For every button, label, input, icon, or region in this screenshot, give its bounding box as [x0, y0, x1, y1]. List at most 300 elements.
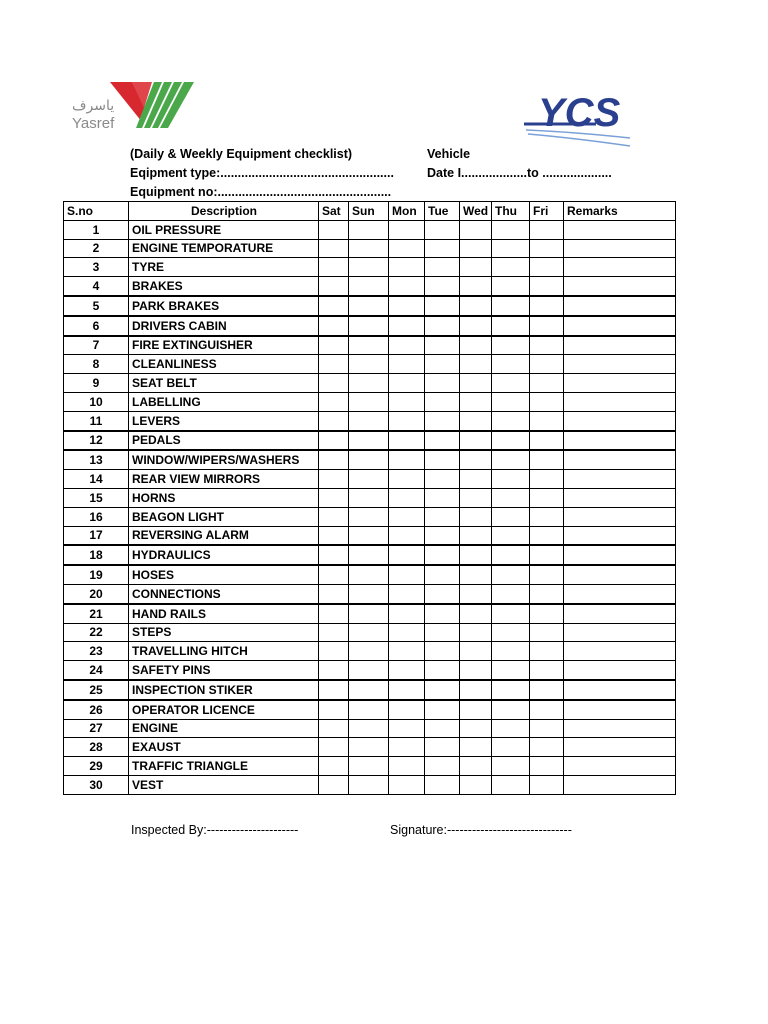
check-cell-mon[interactable] [389, 336, 425, 355]
table-row [64, 411, 676, 430]
check-cell-wed[interactable] [460, 470, 492, 489]
check-cell-sun[interactable] [349, 661, 389, 680]
check-cell-tue[interactable] [425, 738, 460, 757]
check-cell-thu[interactable] [492, 565, 530, 584]
check-cell-mon[interactable] [389, 374, 425, 393]
check-cell-sun[interactable] [349, 623, 389, 642]
check-cell-sun[interactable] [349, 642, 389, 661]
check-cell-mon[interactable] [389, 431, 425, 451]
check-cell-sat[interactable] [319, 623, 349, 642]
check-cell-mon[interactable] [389, 392, 425, 411]
check-cell-mon[interactable] [389, 757, 425, 776]
check-cell-sat[interactable] [319, 277, 349, 296]
check-cell-sun[interactable] [349, 604, 389, 623]
check-cell-sun[interactable] [349, 700, 389, 719]
check-cell-sat[interactable] [319, 220, 349, 239]
check-cell-remarks[interactable] [564, 604, 676, 623]
row-number: 2 [64, 239, 129, 258]
check-cell-thu[interactable] [492, 545, 530, 565]
check-cell-tue[interactable] [425, 374, 460, 393]
check-cell-remarks[interactable] [564, 775, 676, 794]
check-cell-sun[interactable] [349, 719, 389, 738]
check-cell-mon[interactable] [389, 775, 425, 794]
check-cell-fri[interactable] [530, 374, 564, 393]
check-cell-tue[interactable] [425, 775, 460, 794]
check-cell-mon[interactable] [389, 661, 425, 680]
check-cell-thu[interactable] [492, 757, 530, 776]
check-cell-wed[interactable] [460, 565, 492, 584]
check-cell-remarks[interactable] [564, 565, 676, 584]
row-number: 17 [64, 526, 129, 545]
check-cell-tue[interactable] [425, 661, 460, 680]
check-cell-thu[interactable] [492, 374, 530, 393]
check-cell-thu[interactable] [492, 355, 530, 374]
check-cell-sun[interactable] [349, 411, 389, 430]
column-header-wed: Wed [460, 202, 492, 221]
check-cell-tue[interactable] [425, 507, 460, 526]
check-cell-remarks[interactable] [564, 700, 676, 719]
check-cell-wed[interactable] [460, 316, 492, 336]
check-cell-sat[interactable] [319, 545, 349, 565]
row-description: TRAVELLING HITCH [129, 642, 319, 661]
check-cell-wed[interactable] [460, 450, 492, 469]
table-row [64, 220, 676, 239]
check-cell-wed[interactable] [460, 277, 492, 296]
check-cell-sat[interactable] [319, 431, 349, 451]
vehicle-label: Vehicle [427, 147, 471, 161]
check-cell-thu[interactable] [492, 277, 530, 296]
check-cell-fri[interactable] [530, 316, 564, 336]
inspected-by-field: Inspected By:---------------------- [131, 823, 299, 837]
check-cell-remarks[interactable] [564, 277, 676, 296]
check-cell-tue[interactable] [425, 526, 460, 545]
check-cell-mon[interactable] [389, 680, 425, 700]
check-cell-fri[interactable] [530, 604, 564, 623]
check-cell-thu[interactable] [492, 719, 530, 738]
check-cell-tue[interactable] [425, 355, 460, 374]
row-number: 12 [64, 431, 129, 451]
check-cell-thu[interactable] [492, 604, 530, 623]
check-cell-sun[interactable] [349, 277, 389, 296]
check-cell-fri[interactable] [530, 220, 564, 239]
check-cell-sun[interactable] [349, 220, 389, 239]
check-cell-remarks[interactable] [564, 392, 676, 411]
check-cell-sat[interactable] [319, 661, 349, 680]
check-cell-sat[interactable] [319, 355, 349, 374]
check-cell-sat[interactable] [319, 316, 349, 336]
table-row [64, 775, 676, 794]
check-cell-sat[interactable] [319, 700, 349, 719]
check-cell-sat[interactable] [319, 565, 349, 584]
check-cell-tue[interactable] [425, 584, 460, 603]
row-number: 19 [64, 565, 129, 584]
row-number: 5 [64, 296, 129, 316]
check-cell-thu[interactable] [492, 507, 530, 526]
table-row [64, 757, 676, 776]
check-cell-wed[interactable] [460, 488, 492, 507]
check-cell-fri[interactable] [530, 719, 564, 738]
row-description: STEPS [129, 623, 319, 642]
table-row [64, 316, 676, 336]
check-cell-fri[interactable] [530, 526, 564, 545]
check-cell-mon[interactable] [389, 565, 425, 584]
check-cell-wed[interactable] [460, 258, 492, 277]
table-row [64, 258, 676, 277]
check-cell-sun[interactable] [349, 296, 389, 316]
check-cell-sun[interactable] [349, 239, 389, 258]
check-cell-mon[interactable] [389, 411, 425, 430]
row-description: TRAFFIC TRIANGLE [129, 757, 319, 776]
check-cell-tue[interactable] [425, 700, 460, 719]
check-cell-sun[interactable] [349, 392, 389, 411]
check-cell-mon[interactable] [389, 700, 425, 719]
check-cell-fri[interactable] [530, 565, 564, 584]
table-row [64, 526, 676, 545]
check-cell-remarks[interactable] [564, 488, 676, 507]
check-cell-sat[interactable] [319, 374, 349, 393]
check-cell-mon[interactable] [389, 470, 425, 489]
check-cell-remarks[interactable] [564, 526, 676, 545]
check-cell-wed[interactable] [460, 374, 492, 393]
row-description: VEST [129, 775, 319, 794]
row-description: DRIVERS CABIN [129, 316, 319, 336]
check-cell-wed[interactable] [460, 642, 492, 661]
row-description: TYRE [129, 258, 319, 277]
check-cell-fri[interactable] [530, 738, 564, 757]
check-cell-thu[interactable] [492, 642, 530, 661]
check-cell-tue[interactable] [425, 220, 460, 239]
check-cell-sat[interactable] [319, 239, 349, 258]
row-description: LABELLING [129, 392, 319, 411]
row-description: OIL PRESSURE [129, 220, 319, 239]
checklist-title: (Daily & Weekly Equipment checklist) [130, 147, 353, 161]
check-cell-thu[interactable] [492, 316, 530, 336]
check-cell-wed[interactable] [460, 411, 492, 430]
check-cell-sun[interactable] [349, 470, 389, 489]
row-description: SEAT BELT [129, 374, 319, 393]
check-cell-wed[interactable] [460, 757, 492, 776]
check-cell-wed[interactable] [460, 661, 492, 680]
check-cell-sat[interactable] [319, 450, 349, 469]
check-cell-wed[interactable] [460, 700, 492, 719]
check-cell-mon[interactable] [389, 507, 425, 526]
check-cell-thu[interactable] [492, 623, 530, 642]
check-cell-fri[interactable] [530, 277, 564, 296]
check-cell-tue[interactable] [425, 277, 460, 296]
check-cell-tue[interactable] [425, 316, 460, 336]
check-cell-sun[interactable] [349, 431, 389, 451]
check-cell-tue[interactable] [425, 545, 460, 565]
yasref-text: Yasref [72, 115, 115, 132]
row-number: 1 [64, 220, 129, 239]
check-cell-remarks[interactable] [564, 738, 676, 757]
check-cell-sun[interactable] [349, 775, 389, 794]
row-description: INSPECTION STIKER [129, 680, 319, 700]
check-cell-mon[interactable] [389, 642, 425, 661]
check-cell-fri[interactable] [530, 488, 564, 507]
check-cell-wed[interactable] [460, 604, 492, 623]
check-cell-fri[interactable] [530, 507, 564, 526]
check-cell-sat[interactable] [319, 738, 349, 757]
check-cell-sat[interactable] [319, 296, 349, 316]
check-cell-fri[interactable] [530, 680, 564, 700]
check-cell-remarks[interactable] [564, 316, 676, 336]
check-cell-sat[interactable] [319, 258, 349, 277]
check-cell-fri[interactable] [530, 470, 564, 489]
check-cell-fri[interactable] [530, 355, 564, 374]
check-cell-mon[interactable] [389, 584, 425, 603]
row-number: 28 [64, 738, 129, 757]
check-cell-wed[interactable] [460, 738, 492, 757]
check-cell-wed[interactable] [460, 775, 492, 794]
check-cell-thu[interactable] [492, 526, 530, 545]
check-cell-fri[interactable] [530, 239, 564, 258]
check-cell-remarks[interactable] [564, 374, 676, 393]
row-number: 22 [64, 623, 129, 642]
table-row [64, 584, 676, 603]
check-cell-tue[interactable] [425, 757, 460, 776]
check-cell-fri[interactable] [530, 392, 564, 411]
table-row [64, 488, 676, 507]
table-row [64, 296, 676, 316]
check-cell-wed[interactable] [460, 526, 492, 545]
check-cell-fri[interactable] [530, 642, 564, 661]
check-cell-sat[interactable] [319, 680, 349, 700]
check-cell-tue[interactable] [425, 680, 460, 700]
check-cell-tue[interactable] [425, 642, 460, 661]
check-cell-mon[interactable] [389, 738, 425, 757]
row-number: 10 [64, 392, 129, 411]
check-cell-sat[interactable] [319, 470, 349, 489]
check-cell-sun[interactable] [349, 355, 389, 374]
check-cell-thu[interactable] [492, 411, 530, 430]
table-row [64, 336, 676, 355]
check-cell-sun[interactable] [349, 584, 389, 603]
check-cell-fri[interactable] [530, 700, 564, 719]
check-cell-remarks[interactable] [564, 220, 676, 239]
check-cell-mon[interactable] [389, 526, 425, 545]
check-cell-mon[interactable] [389, 450, 425, 469]
check-cell-remarks[interactable] [564, 336, 676, 355]
column-header-thu: Thu [492, 202, 530, 221]
check-cell-fri[interactable] [530, 584, 564, 603]
table-row [64, 431, 676, 451]
check-cell-wed[interactable] [460, 507, 492, 526]
check-cell-wed[interactable] [460, 296, 492, 316]
row-number: 18 [64, 545, 129, 565]
check-cell-tue[interactable] [425, 336, 460, 355]
check-cell-thu[interactable] [492, 775, 530, 794]
check-cell-sun[interactable] [349, 738, 389, 757]
check-cell-tue[interactable] [425, 392, 460, 411]
check-cell-sat[interactable] [319, 584, 349, 603]
table-row [64, 738, 676, 757]
check-cell-sat[interactable] [319, 775, 349, 794]
check-cell-remarks[interactable] [564, 431, 676, 451]
check-cell-tue[interactable] [425, 470, 460, 489]
check-cell-thu[interactable] [492, 239, 530, 258]
table-row [64, 642, 676, 661]
table-row [64, 470, 676, 489]
check-cell-sat[interactable] [319, 604, 349, 623]
check-cell-sat[interactable] [319, 526, 349, 545]
check-cell-sat[interactable] [319, 642, 349, 661]
check-cell-sat[interactable] [319, 411, 349, 430]
check-cell-tue[interactable] [425, 431, 460, 451]
check-cell-mon[interactable] [389, 623, 425, 642]
check-cell-remarks[interactable] [564, 355, 676, 374]
check-cell-remarks[interactable] [564, 757, 676, 776]
row-description: FIRE EXTINGUISHER [129, 336, 319, 355]
check-cell-remarks[interactable] [564, 680, 676, 700]
check-cell-mon[interactable] [389, 316, 425, 336]
check-cell-sun[interactable] [349, 680, 389, 700]
check-cell-tue[interactable] [425, 604, 460, 623]
check-cell-tue[interactable] [425, 258, 460, 277]
check-cell-thu[interactable] [492, 336, 530, 355]
check-cell-thu[interactable] [492, 296, 530, 316]
check-cell-remarks[interactable] [564, 296, 676, 316]
check-cell-thu[interactable] [492, 680, 530, 700]
check-cell-wed[interactable] [460, 239, 492, 258]
check-cell-sat[interactable] [319, 392, 349, 411]
row-description: CONNECTIONS [129, 584, 319, 603]
check-cell-remarks[interactable] [564, 642, 676, 661]
check-cell-thu[interactable] [492, 584, 530, 603]
equipment-type-field: Eqipment type:.................................................. [130, 166, 394, 180]
check-cell-sun[interactable] [349, 258, 389, 277]
check-cell-sun[interactable] [349, 526, 389, 545]
check-cell-sun[interactable] [349, 374, 389, 393]
column-header-fri: Fri [530, 202, 564, 221]
check-cell-fri[interactable] [530, 450, 564, 469]
check-cell-mon[interactable] [389, 239, 425, 258]
check-cell-tue[interactable] [425, 565, 460, 584]
check-cell-mon[interactable] [389, 258, 425, 277]
check-cell-wed[interactable] [460, 680, 492, 700]
column-header-sat: Sat [319, 202, 349, 221]
check-cell-sat[interactable] [319, 719, 349, 738]
check-cell-wed[interactable] [460, 220, 492, 239]
check-cell-thu[interactable] [492, 661, 530, 680]
check-cell-wed[interactable] [460, 623, 492, 642]
column-header-sno: S.no [64, 202, 129, 221]
check-cell-tue[interactable] [425, 411, 460, 430]
check-cell-fri[interactable] [530, 431, 564, 451]
row-description: ENGINE TEMPORATURE [129, 239, 319, 258]
check-cell-remarks[interactable] [564, 661, 676, 680]
check-cell-mon[interactable] [389, 277, 425, 296]
check-cell-wed[interactable] [460, 355, 492, 374]
check-cell-remarks[interactable] [564, 584, 676, 603]
check-cell-remarks[interactable] [564, 258, 676, 277]
check-cell-mon[interactable] [389, 488, 425, 507]
check-cell-remarks[interactable] [564, 507, 676, 526]
check-cell-remarks[interactable] [564, 450, 676, 469]
check-cell-sun[interactable] [349, 336, 389, 355]
check-cell-sun[interactable] [349, 316, 389, 336]
check-cell-wed[interactable] [460, 431, 492, 451]
check-cell-sun[interactable] [349, 507, 389, 526]
check-cell-tue[interactable] [425, 488, 460, 507]
check-cell-remarks[interactable] [564, 239, 676, 258]
check-cell-mon[interactable] [389, 355, 425, 374]
check-cell-thu[interactable] [492, 220, 530, 239]
table-row [64, 700, 676, 719]
row-number: 21 [64, 604, 129, 623]
check-cell-remarks[interactable] [564, 623, 676, 642]
check-cell-fri[interactable] [530, 296, 564, 316]
check-cell-tue[interactable] [425, 239, 460, 258]
check-cell-fri[interactable] [530, 336, 564, 355]
check-cell-thu[interactable] [492, 470, 530, 489]
row-number: 23 [64, 642, 129, 661]
equipment-no-field: Equipment no:.................................................. [130, 185, 392, 199]
check-cell-sun[interactable] [349, 545, 389, 565]
check-cell-sun[interactable] [349, 565, 389, 584]
check-cell-sat[interactable] [319, 757, 349, 776]
check-cell-sun[interactable] [349, 450, 389, 469]
check-cell-fri[interactable] [530, 545, 564, 565]
check-cell-wed[interactable] [460, 392, 492, 411]
check-cell-thu[interactable] [492, 700, 530, 719]
check-cell-mon[interactable] [389, 719, 425, 738]
row-number: 26 [64, 700, 129, 719]
check-cell-thu[interactable] [492, 738, 530, 757]
check-cell-sat[interactable] [319, 507, 349, 526]
check-cell-fri[interactable] [530, 411, 564, 430]
check-cell-mon[interactable] [389, 296, 425, 316]
row-description: OPERATOR LICENCE [129, 700, 319, 719]
check-cell-tue[interactable] [425, 450, 460, 469]
check-cell-wed[interactable] [460, 545, 492, 565]
check-cell-sat[interactable] [319, 488, 349, 507]
check-cell-thu[interactable] [492, 450, 530, 469]
check-cell-remarks[interactable] [564, 411, 676, 430]
check-cell-wed[interactable] [460, 336, 492, 355]
check-cell-tue[interactable] [425, 719, 460, 738]
check-cell-fri[interactable] [530, 623, 564, 642]
check-cell-mon[interactable] [389, 545, 425, 565]
check-cell-mon[interactable] [389, 220, 425, 239]
check-cell-wed[interactable] [460, 719, 492, 738]
check-cell-thu[interactable] [492, 392, 530, 411]
signature-field: Signature:------------------------------ [390, 823, 572, 837]
row-description: WINDOW/WIPERS/WASHERS [129, 450, 319, 469]
check-cell-sun[interactable] [349, 488, 389, 507]
check-cell-tue[interactable] [425, 296, 460, 316]
check-cell-remarks[interactable] [564, 545, 676, 565]
check-cell-wed[interactable] [460, 584, 492, 603]
check-cell-fri[interactable] [530, 775, 564, 794]
check-cell-thu[interactable] [492, 431, 530, 451]
table-row [64, 604, 676, 623]
check-cell-thu[interactable] [492, 258, 530, 277]
check-cell-fri[interactable] [530, 757, 564, 776]
check-cell-sun[interactable] [349, 757, 389, 776]
check-cell-remarks[interactable] [564, 719, 676, 738]
check-cell-fri[interactable] [530, 258, 564, 277]
check-cell-remarks[interactable] [564, 470, 676, 489]
check-cell-sat[interactable] [319, 336, 349, 355]
check-cell-tue[interactable] [425, 623, 460, 642]
row-description: HORNS [129, 488, 319, 507]
row-number: 4 [64, 277, 129, 296]
check-cell-mon[interactable] [389, 604, 425, 623]
check-cell-thu[interactable] [492, 488, 530, 507]
check-cell-fri[interactable] [530, 661, 564, 680]
table-row [64, 623, 676, 642]
